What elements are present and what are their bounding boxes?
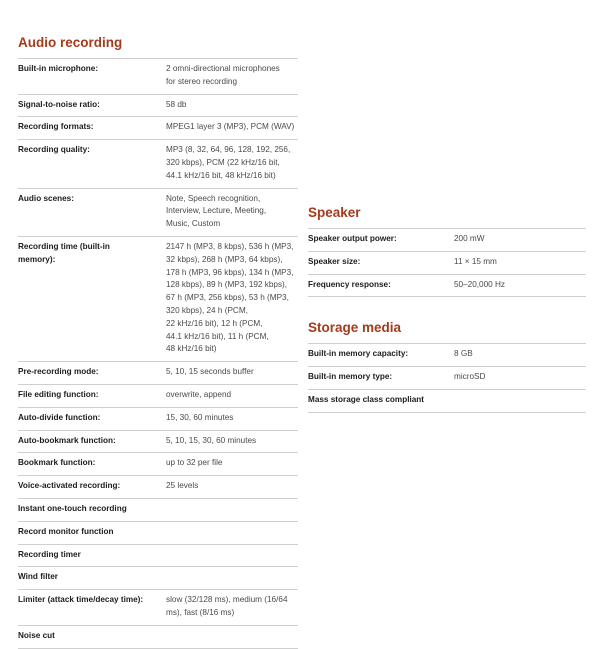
spec-row bbox=[18, 362, 298, 385]
spec-value: 2 omni-directional microphones for stereo recording bbox=[166, 64, 280, 86]
spec-row bbox=[18, 140, 298, 188]
spec-label: Speaker size: bbox=[308, 256, 361, 266]
spec-row bbox=[308, 229, 586, 252]
section-title-storage-media: Storage media bbox=[308, 320, 402, 336]
spec-row bbox=[18, 522, 298, 545]
spec-label: Auto-bookmark function: bbox=[18, 435, 116, 445]
spec-label: Recording time (built-in memory): bbox=[18, 241, 110, 264]
audio-recording-table bbox=[18, 58, 298, 649]
spec-row bbox=[18, 117, 298, 140]
speaker-table bbox=[308, 228, 586, 297]
spec-value: 200 mW bbox=[454, 234, 485, 243]
storage-media-section bbox=[308, 319, 586, 412]
section-title-audio-recording: Audio recording bbox=[18, 35, 123, 50]
spec-row bbox=[308, 252, 586, 275]
spec-row bbox=[18, 431, 298, 454]
spec-label: File editing function: bbox=[18, 389, 99, 399]
spec-label: Noise cut bbox=[18, 630, 55, 640]
spec-value: 15, 30, 60 minutes bbox=[166, 412, 234, 422]
spec-value: 25 levels bbox=[166, 481, 199, 491]
spec-label: Limiter (attack time/decay time): bbox=[18, 595, 144, 605]
spec-value: 50–20,000 Hz bbox=[454, 279, 505, 289]
spec-label: Instant one-touch recording bbox=[18, 503, 127, 513]
spec-value: MP3 (8, 32, 64, 96, 128, 192, 256, 320 kbps), PCM (22 kHz/16 bit, 44.1 kHz/16 bit, 48 kHz/16 bit) bbox=[166, 145, 291, 180]
spec-label: Pre-recording mode: bbox=[18, 367, 99, 377]
spec-value: microSD bbox=[454, 372, 486, 382]
spec-label: Voice-activated recording: bbox=[18, 481, 121, 491]
storage-media-table bbox=[308, 343, 586, 412]
spec-row bbox=[18, 476, 298, 499]
spec-value: 58 db bbox=[166, 99, 187, 109]
spec-row bbox=[18, 189, 298, 237]
spec-label: Signal-to-noise ratio: bbox=[18, 99, 100, 109]
spec-value: 8 GB bbox=[454, 349, 473, 359]
spec-row bbox=[18, 59, 298, 95]
spec-label: Recording timer bbox=[18, 549, 81, 559]
section-title-speaker: Speaker bbox=[308, 205, 361, 220]
spec-value: 2147 h (MP3, 8 kbps), 536 h (MP3, 32 kbps), 268 h (MP3, 64 kbps), 178 h (MP3, 96 kbps), 134 h (MP3, 128 kbps), 89 h (MP3, 192 kbps), 67 h (MP3, 256 kbps), 53 h (MP3, 320 kbps), 24 h (PCM, 22 kHz/16 bit), 12 h (PCM, 44.1 kHz/16 bit), 11 h (PCM, 48 kHz/16 bit) bbox=[166, 241, 294, 354]
spec-label: Built-in memory type: bbox=[308, 372, 393, 382]
spec-row bbox=[18, 567, 298, 590]
spec-value: up to 32 per file bbox=[166, 458, 223, 468]
spec-row bbox=[18, 408, 298, 431]
spec-value: 11 × 15 mm bbox=[454, 256, 497, 266]
spec-label: Recording formats: bbox=[18, 122, 94, 132]
spec-row bbox=[308, 390, 586, 413]
spec-label: Wind filter bbox=[18, 572, 58, 582]
audio-recording-section bbox=[18, 34, 298, 649]
spec-label: Audio scenes: bbox=[18, 193, 74, 203]
spec-row bbox=[308, 275, 586, 298]
spec-label: Frequency response: bbox=[308, 279, 391, 289]
spec-row bbox=[18, 453, 298, 476]
spec-value: 5, 10, 15 seconds buffer bbox=[166, 367, 254, 377]
spec-label: Built-in memory capacity: bbox=[308, 349, 409, 359]
spec-value: MPEG1 layer 3 (MP3), PCM (WAV) bbox=[166, 122, 295, 132]
spec-row bbox=[18, 626, 298, 649]
spec-label: Recording quality: bbox=[18, 145, 90, 155]
spec-label: Speaker output power: bbox=[308, 234, 397, 243]
spec-row bbox=[18, 237, 298, 362]
spec-label: Mass storage class compliant bbox=[308, 394, 425, 404]
spec-row bbox=[18, 545, 298, 568]
spec-value: slow (32/128 ms), medium (16/64 ms), fast (8/16 ms) bbox=[166, 595, 288, 617]
spec-value: overwrite, append bbox=[166, 389, 232, 399]
speaker-section bbox=[308, 204, 586, 297]
spec-row bbox=[18, 590, 298, 626]
right-column bbox=[308, 204, 586, 413]
spec-label: Auto-divide function: bbox=[18, 412, 101, 422]
spec-row bbox=[18, 499, 298, 522]
spec-label: Built-in microphone: bbox=[18, 64, 99, 73]
spec-label: Bookmark function: bbox=[18, 458, 96, 468]
spec-row bbox=[308, 344, 586, 367]
spec-row bbox=[308, 367, 586, 390]
spec-row bbox=[18, 95, 298, 118]
spec-value: 5, 10, 15, 30, 60 minutes bbox=[166, 435, 257, 445]
spec-label: Record monitor function bbox=[18, 526, 114, 536]
spec-value: Note, Speech recognition, Interview, Lecture, Meeting, Music, Custom bbox=[166, 193, 267, 229]
spec-row bbox=[18, 385, 298, 408]
